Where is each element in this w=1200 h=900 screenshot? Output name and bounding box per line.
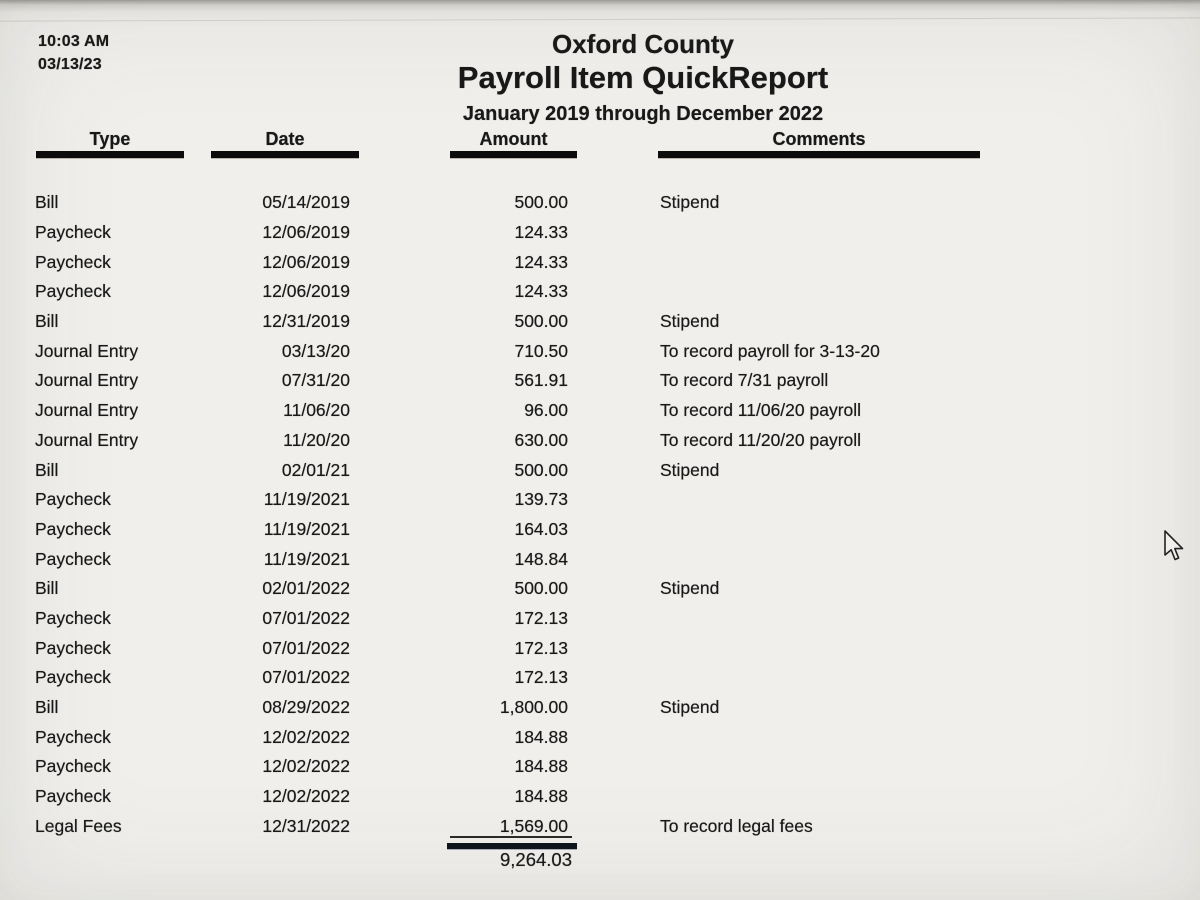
table-row (0, 633, 1200, 663)
cell-amount: 148.84 (514, 548, 568, 569)
cell-amount: 164.03 (514, 518, 568, 539)
cell-type: Bill (35, 311, 59, 332)
report-date: 03/13/23 (38, 56, 102, 73)
column-header-date: Date (265, 129, 305, 149)
cell-type: Paycheck (35, 667, 111, 688)
cell-date: 11/20/20 (283, 429, 350, 450)
cell-date: 02/01/2022 (262, 578, 350, 599)
column-underline-date (211, 151, 359, 158)
screen-top-edge (0, 0, 1200, 20)
cell-amount: 96.00 (524, 400, 568, 421)
cell-amount: 561.91 (514, 370, 568, 391)
cell-amount: 184.88 (514, 786, 568, 807)
cell-date: 07/01/2022 (262, 607, 350, 628)
cell-date: 11/19/2021 (263, 548, 350, 569)
cell-date: 11/06/20 (283, 400, 350, 421)
cell-amount: 172.13 (514, 607, 568, 628)
cell-comments: To record 11/06/20 payroll (660, 400, 862, 421)
cell-type: Paycheck (35, 786, 111, 807)
cell-amount: 500.00 (514, 459, 568, 480)
table-row (0, 485, 1200, 515)
cell-comments: To record 11/20/20 payroll (660, 429, 862, 450)
cell-date: 12/06/2019 (262, 222, 350, 243)
company-name: Oxford County (552, 29, 734, 59)
table-row (0, 396, 1200, 426)
cell-comments: To record legal fees (660, 815, 813, 836)
cell-amount: 184.88 (514, 756, 568, 777)
cell-date: 03/13/20 (281, 340, 350, 361)
cell-amount: 124.33 (514, 281, 568, 302)
cell-type: Paycheck (35, 637, 111, 658)
cell-date: 12/06/2019 (262, 281, 350, 302)
cell-date: 12/06/2019 (262, 251, 350, 272)
report-time: 10:03 AM (38, 33, 110, 50)
subtotal-rule (450, 836, 572, 838)
report-title: Payroll Item QuickReport (457, 60, 829, 95)
cell-amount: 500.00 (514, 311, 568, 332)
total-amount: 9,264.03 (499, 849, 572, 870)
table-row (0, 366, 1200, 396)
table-row (0, 277, 1200, 307)
cell-type: Paycheck (35, 607, 111, 628)
column-header-amount: Amount (479, 129, 548, 149)
cell-date: 07/31/20 (281, 370, 350, 391)
cell-type: Paycheck (35, 518, 111, 539)
table-rows (0, 188, 1200, 841)
cell-date: 12/02/2022 (262, 726, 350, 747)
cell-type: Journal Entry (35, 400, 139, 421)
table-row (0, 604, 1200, 634)
cell-date: 12/31/2022 (262, 815, 350, 836)
cell-date: 11/19/2021 (263, 489, 350, 510)
cell-amount: 124.33 (514, 251, 568, 272)
cell-amount: 500.00 (514, 578, 568, 599)
table-row (0, 574, 1200, 604)
cell-amount: 124.33 (514, 222, 568, 243)
cell-type: Paycheck (35, 281, 111, 302)
cell-type: Legal Fees (35, 815, 122, 836)
table-row (0, 693, 1200, 723)
cell-date: 12/02/2022 (262, 756, 350, 777)
table-row (0, 336, 1200, 366)
cell-type: Bill (35, 192, 59, 213)
table-row (0, 782, 1200, 812)
cell-date: 12/31/2019 (262, 311, 350, 332)
cell-amount: 1,569.00 (499, 815, 568, 836)
cell-comments: Stipend (660, 578, 720, 599)
cell-type: Journal Entry (35, 429, 139, 450)
cell-date: 11/19/2021 (263, 518, 350, 539)
column-header-comments: Comments (772, 129, 866, 149)
cell-amount: 710.50 (514, 340, 568, 361)
cell-date: 07/01/2022 (262, 637, 350, 658)
table-row (0, 247, 1200, 277)
column-underline-comments (658, 151, 980, 158)
cell-type: Bill (35, 697, 59, 718)
cell-date: 05/14/2019 (262, 192, 350, 213)
table-row (0, 515, 1200, 545)
cell-amount: 172.13 (514, 667, 568, 688)
report-subtitle: January 2019 through December 2022 (462, 103, 824, 125)
cell-type: Paycheck (35, 726, 111, 747)
table-row (0, 811, 1200, 841)
cell-comments: Stipend (660, 311, 720, 332)
report-meta (38, 30, 109, 76)
cell-type: Bill (35, 578, 59, 599)
table-row (0, 722, 1200, 752)
cell-type: Journal Entry (35, 340, 139, 361)
table-row (0, 752, 1200, 782)
column-underline-type (36, 151, 184, 158)
cell-date: 02/01/21 (281, 459, 350, 480)
table-row (0, 426, 1200, 456)
table-row (0, 188, 1200, 218)
cell-type: Bill (35, 459, 59, 480)
cell-type: Paycheck (35, 756, 111, 777)
cell-comments: Stipend (660, 697, 720, 718)
cell-date: 07/01/2022 (262, 667, 350, 688)
cell-type: Paycheck (35, 222, 111, 243)
cell-type: Journal Entry (35, 370, 139, 391)
cell-amount: 184.88 (514, 726, 568, 747)
cell-type: Paycheck (35, 548, 111, 569)
cell-amount: 630.00 (514, 429, 568, 450)
column-underline-amount (450, 151, 577, 158)
cell-date: 08/29/2022 (262, 697, 350, 718)
table-row (0, 663, 1200, 693)
cell-comments: To record payroll for 3-13-20 (660, 340, 880, 361)
cell-type: Paycheck (35, 489, 111, 510)
cell-comments: Stipend (660, 459, 720, 480)
screen-edge-line (0, 17, 1200, 21)
table-row (0, 455, 1200, 485)
cell-amount: 172.13 (514, 637, 568, 658)
table-row (0, 544, 1200, 574)
cell-type: Paycheck (35, 251, 111, 272)
cell-amount: 1,800.00 (499, 697, 568, 718)
table-row (0, 307, 1200, 337)
table-row (0, 218, 1200, 248)
cell-date: 12/02/2022 (262, 786, 350, 807)
cell-comments: To record 7/31 payroll (660, 370, 829, 391)
cell-comments: Stipend (660, 192, 720, 213)
column-header-type: Type (89, 129, 131, 149)
cell-amount: 500.00 (514, 192, 568, 213)
cell-amount: 139.73 (514, 489, 568, 510)
